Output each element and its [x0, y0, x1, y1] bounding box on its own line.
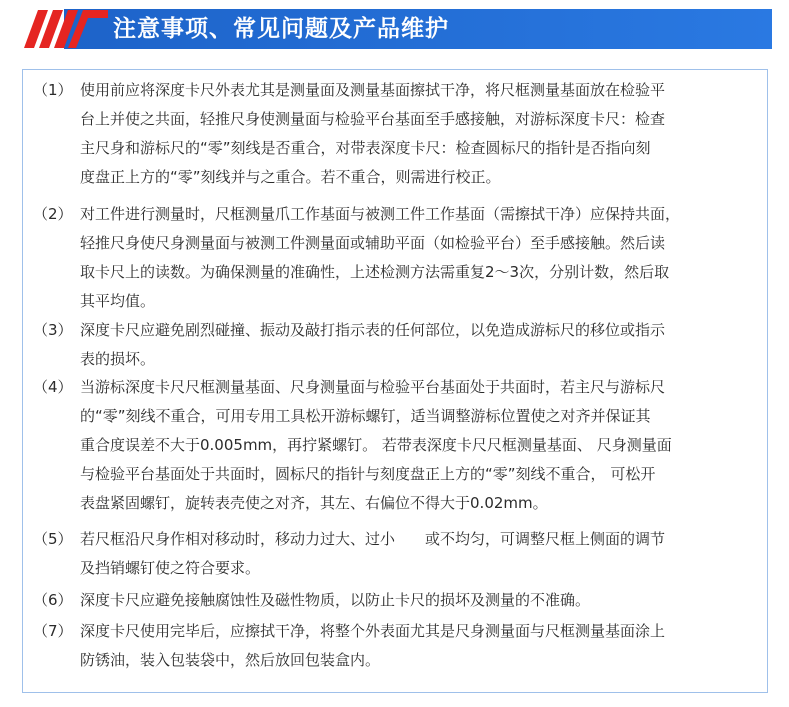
- item-number: （4）: [33, 378, 73, 396]
- list-item: [33, 316, 761, 374]
- notes-panel: [22, 69, 768, 693]
- item-text: 使用前应将深度卡尺外表尤其是测量面及测量基面擦拭干净，将尺框测量基面放在检验平 台上并使之共面，轻推尺身使测量面与检验平台基面至手感接触，对游标深度卡尺：检查 主尺身和游标尺的“零”刻线是否重合，对带表深度卡尺：检查圆标尺的指针是否指向刻 度盘正上方的“零”刻线并与之重合。若不重合，则需进行校正。: [80, 81, 666, 186]
- list-item: [33, 525, 761, 583]
- item-number: （2）: [33, 205, 73, 223]
- item-text: 若尺框沿尺身作相对移动时，移动力过大、过小 或不均匀，可调整尺框上侧面的调节 及挡销螺钉使之符合要求。: [80, 530, 666, 577]
- item-text: 当游标深度卡尺尺框测量基面、尺身测量面与检验平台基面处于共面时，若主尺与游标尺 的“零”刻线不重合，可用专用工具松开游标螺钉，适当调整游标位置使之对齐并保证其 重合度误差不大于0.005mm，再拧紧螺钉。 若带表深度卡尺尺框测量基面、 尺身测量面 与检验平台基面处于共面时，圆标尺的指针与刻度盘正上方的“零”刻线不重合， 可松开 表盘紧固螺钉，旋转表壳使之对齐，其左、右偏位不得大于0.02mm。: [80, 378, 672, 512]
- brand-logo-icon: [20, 6, 108, 52]
- list-item: [33, 200, 761, 316]
- item-text: 深度卡尺应避免接触腐蚀性及磁性物质，以防止卡尺的损坏及测量的不准确。: [80, 591, 591, 609]
- item-text: 深度卡尺使用完毕后，应擦拭干净，将整个外表面尤其是尺身测量面与尺框测量基面涂上 防锈油，装入包装袋中，然后放回包装盒内。: [80, 622, 666, 669]
- page-title: 注意事项、常见问题及产品维护: [113, 16, 449, 42]
- item-text: 深度卡尺应避免剧烈碰撞、振动及敲打指示表的任何部位，以免造成游标尺的移位或指示 表的损坏。: [80, 321, 666, 368]
- list-item: [33, 617, 761, 675]
- item-number: （3）: [33, 321, 73, 339]
- item-number: （6）: [33, 591, 73, 609]
- item-number: （7）: [33, 622, 73, 640]
- item-text: 对工件进行测量时，尺框测量爪工作基面与被测工件工作基面（需擦拭干净）应保持共面， 轻推尺身使尺身测量面与被测工件测量面或辅助平面（如检验平台）至手感接触。然后读 取卡尺上的读数。为确保测量的准确性，上述检测方法需重复2～3次，分别计数，然后取 其平均值。: [80, 205, 681, 310]
- item-number: （1）: [33, 81, 73, 99]
- list-item: [33, 76, 761, 192]
- item-number: （5）: [33, 530, 73, 548]
- list-item: [33, 586, 761, 615]
- section-header: [0, 0, 789, 56]
- list-item: [33, 373, 761, 518]
